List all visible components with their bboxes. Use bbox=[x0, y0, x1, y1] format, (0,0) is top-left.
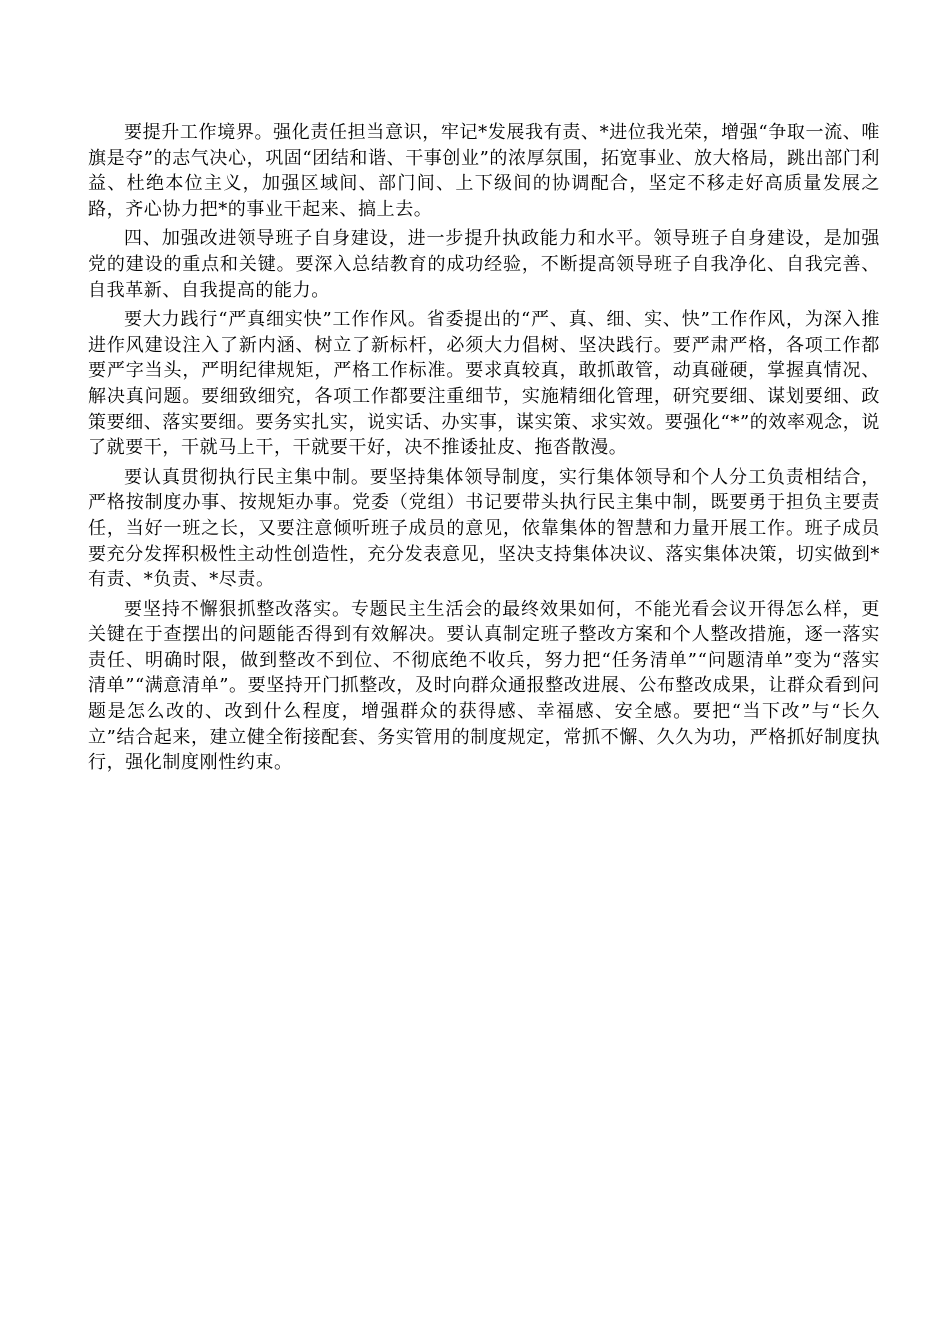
paragraph-work-realm: 要提升工作境界。强化责任担当意识，牢记*发展我有责、*进位我光荣，增强“争取一流、唯旗是夺”的志气决心，巩固“团结和谐、干事创业”的浓厚氛围，拓宽事业、放大格局，跳出部门利益、杜绝本位主义，加强区域间、部门间、上下级间的协调配合，坚定不移走好高质量发展之路，齐心协力把*的事业干起来、搞上去。 bbox=[88, 122, 881, 220]
paragraph-rectification: 要坚持不懈狠抓整改落实。专题民主生活会的最终效果如何，不能光看会议开得怎么样，更关键在于查摆出的问题能否得到有效解决。要认真制定班子整改方案和个人整改措施，逐一落实责任、明确时限，做到整改不到位、不彻底绝不收兵，努力把“任务清单”“问题清单”变为“落实清单”“满意清单”。要坚持开门抓整改，及时向群众通报整改进展、公布整改成果，让群众看到问题是怎么改的、改到什么程度，增强群众的获得感、幸福感、安全感。要把“当下改”与“长久立”结合起来，建立健全衔接配套、务实管用的制度规定，常抓不懈、久久为功，严格抓好制度执行，强化制度刚性约束。 bbox=[88, 598, 881, 774]
paragraph-section-four-heading: 四、加强改进领导班子自身建设，进一步提升执政能力和水平。领导班子自身建设，是加强党的建设的重点和关键。要深入总结教育的成功经验，不断提高领导班子自我净化、自我完善、自我革新、自我提高的能力。 bbox=[88, 228, 880, 301]
document-page bbox=[88, 120, 880, 780]
paragraph-work-style: 要大力践行“严真细实快”工作作风。省委提出的“严、真、细、实、快”工作作风，为深入推进作风建设注入了新内涵、树立了新标杆，必须大力倡树、坚决践行。要严肃严格，各项工作都要严字当头，严明纪律规矩，严格工作标准。要求真较真，敢抓敢管，动真碰硬，掌握真情况、解决真问题。要细致细究，各项工作都要注重细节，实施精细化管理，研究要细、谋划要细、政策要细、落实要细。要务实扎实，说实话、办实事，谋实策、求实效。要强化“*”的效率观念，说了就要干，干就马上干，干就要干好，决不推诿扯皮、拖沓散漫。 bbox=[88, 309, 880, 459]
paragraph-democratic-centralism: 要认真贯彻执行民主集中制。要坚持集体领导制度，实行集体领导和个人分工负责相结合，严格按制度办事、按规矩办事。党委（党组）书记要带头执行民主集中制，既要勇于担负主要责任，当好一班之长，又要注意倾听班子成员的意见，依靠集体的智慧和力量开展工作。班子成员要充分发挥积极性主动性创造性，充分发表意见，坚决支持集体决议、落实集体决策，切实做到*有责、*负责、*尽责。 bbox=[88, 466, 880, 591]
